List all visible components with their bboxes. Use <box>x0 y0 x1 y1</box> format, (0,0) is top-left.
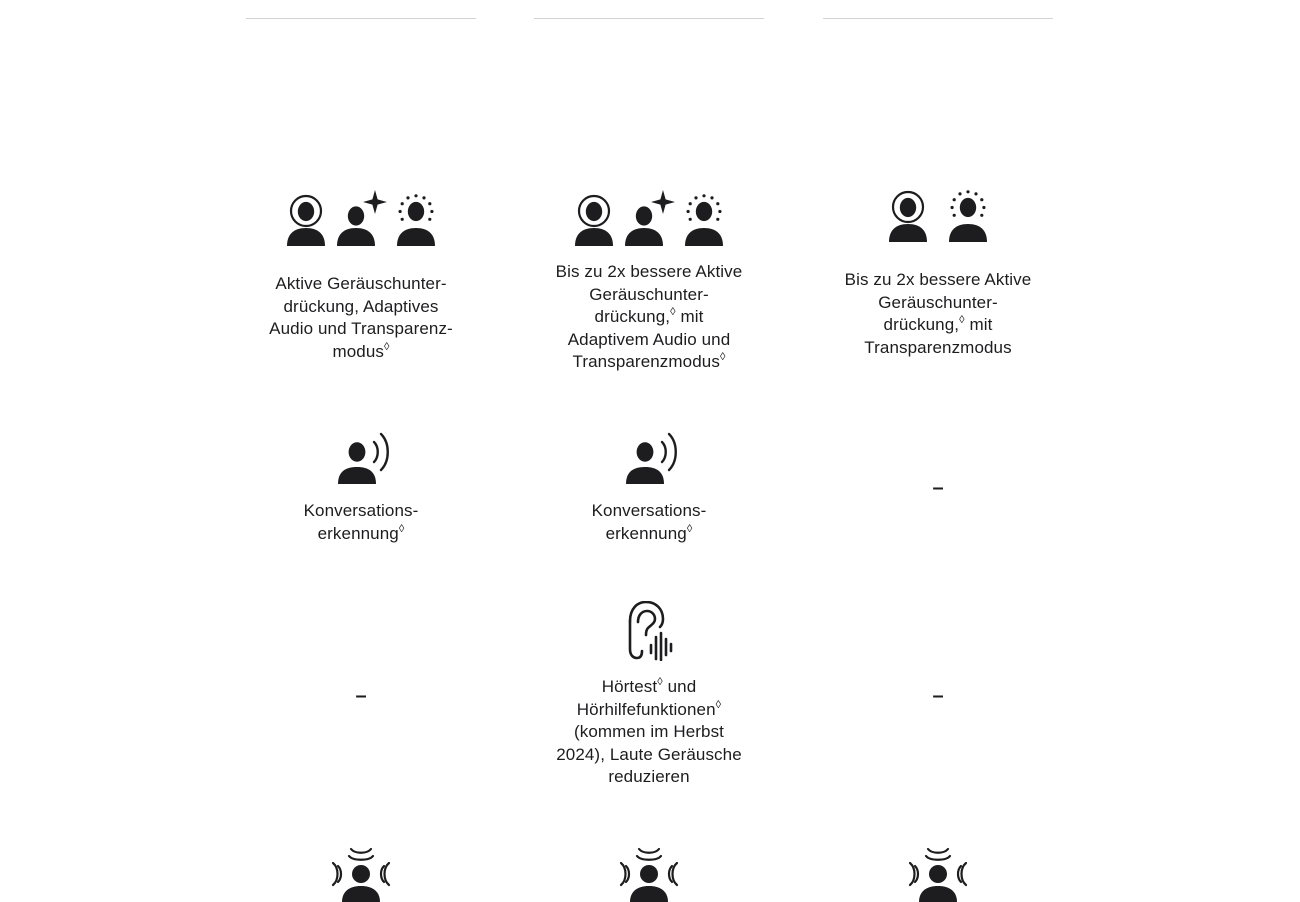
spatial-audio-cell <box>534 846 764 902</box>
conversation-feature-label: Konversations- erkennung◊ <box>303 501 419 543</box>
footnote-marker[interactable]: ◊ <box>383 340 390 353</box>
column-divider <box>246 18 476 19</box>
person-sunburst-icon <box>948 190 988 242</box>
person-in-circle-icon <box>888 190 928 242</box>
column-divider <box>534 18 764 19</box>
footnote-marker[interactable]: ◊ <box>959 314 965 326</box>
ear-waveform-icon <box>625 601 673 661</box>
anc-icon-group <box>574 190 724 246</box>
spatial-audio-head-icon <box>908 846 968 902</box>
person-sunburst-icon <box>396 194 436 246</box>
hearing-feature-cell <box>246 686 476 706</box>
footnote-marker[interactable]: ◊ <box>715 698 722 711</box>
anc-icon-group <box>286 190 436 246</box>
hearing-feature-cell <box>534 601 764 789</box>
anc-feature-cell <box>246 190 476 363</box>
comparison-column-2 <box>534 0 764 900</box>
conversation-feature-cell <box>534 432 764 545</box>
person-sparkle-icon <box>624 190 676 246</box>
conversation-feature-label: Konversations- erkennung◊ <box>591 501 707 543</box>
anc-icon-group <box>888 190 988 242</box>
not-available-dash: – <box>932 477 944 499</box>
spatial-audio-head-icon <box>619 846 679 902</box>
person-sunburst-icon <box>684 194 724 246</box>
footnote-marker[interactable]: ◊ <box>657 676 663 688</box>
not-available-dash: – <box>932 685 944 707</box>
spatial-audio-cell <box>823 846 1053 902</box>
not-available-dash: – <box>355 685 367 707</box>
anc-feature-label: Bis zu 2x bessere Aktive Geräuschunter- drückung,◊ mit Adaptivem Audio und Transparenzmodus◊ <box>555 262 743 371</box>
anc-feature-cell <box>534 190 764 374</box>
person-in-circle-icon <box>574 194 614 246</box>
footnote-marker[interactable]: ◊ <box>670 306 676 318</box>
conversation-feature-cell <box>246 432 476 545</box>
person-in-circle-icon <box>286 194 326 246</box>
spatial-audio-head-icon <box>331 846 391 902</box>
comparison-column-1 <box>246 0 476 900</box>
comparison-column-3 <box>823 0 1053 900</box>
anc-feature-cell <box>823 190 1053 359</box>
hearing-feature-cell <box>823 686 1053 706</box>
anc-feature-label: Bis zu 2x bessere Aktive Geräuschunter- drückung,◊ mit Transparenzmodus <box>844 270 1032 357</box>
person-sparkle-icon <box>336 190 388 246</box>
anc-feature-label: Aktive Geräuschunter- drückung, Adaptives Audio und Transparenz- modus◊ <box>269 274 453 361</box>
conversation-feature-cell <box>823 478 1053 498</box>
hearing-feature-label: Hörtest◊ und Hörhilfefunktionen◊ (kommen im Herbst 2024), Laute Geräusche reduzieren <box>556 676 742 786</box>
footnote-marker[interactable]: ◊ <box>719 351 726 363</box>
person-speaking-icon <box>625 432 679 484</box>
spatial-audio-cell <box>246 846 476 902</box>
footnote-marker[interactable]: ◊ <box>686 522 693 535</box>
footnote-marker[interactable]: ◊ <box>398 522 405 535</box>
person-speaking-icon <box>337 432 391 484</box>
column-divider <box>823 18 1053 19</box>
